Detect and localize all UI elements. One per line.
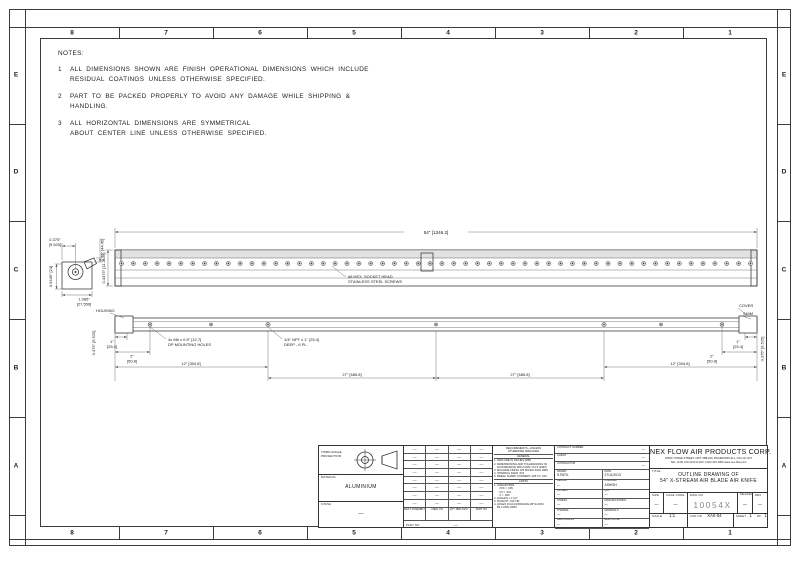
zone-column-label: 2 xyxy=(634,529,638,537)
approval-cell: Q.A. — xyxy=(604,489,610,497)
cad-no-cell: CAD NO XAK-54 xyxy=(688,514,734,527)
front-dim-1in-left-mm: [25.4] xyxy=(106,344,118,349)
sheet-of-value: 1 xyxy=(764,514,767,518)
requirement-line: GENERAL xyxy=(494,454,553,459)
screw-center-dot xyxy=(572,263,573,264)
part-no-row xyxy=(404,521,492,531)
zone-row-label: C xyxy=(781,266,787,274)
screw-center-dot xyxy=(334,263,335,264)
mounting-note-line1: 4x M6 x 0.5" [12.7] xyxy=(168,337,202,342)
front-dim-2in-left-mm: [50.8] xyxy=(126,358,138,364)
screw-center-dot xyxy=(180,263,181,264)
note-item-2 xyxy=(58,92,388,112)
screw-center-dot xyxy=(465,263,466,264)
approval-pair-row xyxy=(555,480,649,490)
screw-note-line2: STAINLESS STEEL SCREWS xyxy=(348,279,403,284)
requirement-line: LIMITS xyxy=(494,479,553,484)
mounting-note-line2: DP MOUNTING HOLES xyxy=(168,342,212,347)
parts-table-cell: — xyxy=(479,476,484,482)
zone-column-label: 8 xyxy=(70,29,74,36)
screw-center-dot xyxy=(596,263,597,264)
requirement-line: .X = .030 xyxy=(494,493,510,497)
parts-table-cell: — xyxy=(404,461,426,468)
approval-row: CONTRACTOR — xyxy=(555,462,649,470)
screw-center-dot xyxy=(477,263,478,264)
rev-cell: REV — xyxy=(753,493,767,513)
screw-center-dot xyxy=(548,263,549,264)
screw-center-dot xyxy=(239,263,240,264)
requirement-line: OTHERWISE SPECIFIED xyxy=(507,450,540,454)
company-header xyxy=(650,446,772,469)
third-angle-projection-icon xyxy=(351,447,401,473)
screw-center-dot xyxy=(346,263,347,264)
approval-pair-row xyxy=(555,509,649,519)
approval-cell: THERMAL — xyxy=(555,509,603,518)
front-dim-2in-right-mm: [50.8] xyxy=(706,358,718,364)
parts-table-row xyxy=(404,477,492,485)
parts-table-row xyxy=(404,469,492,477)
parts-table-cell: — xyxy=(404,477,426,484)
parts-table-cell: — xyxy=(404,446,426,453)
screw-center-dot xyxy=(382,263,383,264)
parts-table-row xyxy=(404,461,492,469)
company-tel: TEL: (416) 410-1313 & FAX: (416) 410-1806 www.nex-flow.com xyxy=(670,460,747,464)
part-no-label: PART NO xyxy=(406,523,420,528)
parts-table-header xyxy=(404,508,492,521)
parts-table-row xyxy=(404,446,492,454)
parts-table-cell: — xyxy=(404,484,426,491)
parts-table-cell: — xyxy=(426,446,448,453)
front-dim-height-right: 0.375" [9.525] xyxy=(759,336,765,362)
parts-table-cell: — xyxy=(426,461,448,468)
approval-cell: ELECTRICAL — xyxy=(604,518,620,526)
housing-label: HOUSING xyxy=(96,308,115,313)
screw-center-dot xyxy=(512,263,513,264)
npt-note-line2: DEEP - 6 PL. xyxy=(284,342,308,347)
section-dim-top-mm: [9.525] xyxy=(48,242,62,247)
screw-center-dot xyxy=(429,263,430,264)
parts-table-cell: — xyxy=(479,484,484,490)
zone-row-label: C xyxy=(13,266,19,274)
front-dim-2in-left-in: 2" xyxy=(130,353,134,359)
note-number: 1 xyxy=(58,66,62,73)
screw-center-dot xyxy=(156,263,157,264)
zone-column-label: 4 xyxy=(446,529,450,537)
screw-center-dot xyxy=(406,263,407,264)
company-address: 10520 YONGE STREET, UNIT 35B-220, RICHMOND HILL, ON L4C 3C7 xyxy=(664,456,753,460)
dwg-no-value: 10054X xyxy=(693,500,732,511)
note-item-1 xyxy=(58,65,388,85)
approval-pair-row xyxy=(555,499,649,509)
parts-header-part-no: PART NO xyxy=(475,507,487,511)
cover-label: COVER xyxy=(739,303,754,308)
note-item-3 xyxy=(58,119,388,139)
requirement-line: 2. DIMENSIONING AND TOLERANCING IN xyxy=(494,462,547,466)
material-value: ALUMINIUM xyxy=(345,484,377,491)
notes-heading: NOTES: xyxy=(58,50,84,57)
zone-column-label: 5 xyxy=(352,29,356,36)
cage-code-value: — xyxy=(673,502,678,508)
parts-table-row xyxy=(404,492,492,500)
screw-center-dot xyxy=(584,263,585,264)
parts-table-cell: — xyxy=(479,492,484,498)
note-text: ALL HORIZONTAL DIMENSIONS ARE SYMMETRICAL ABOUT CENTER LINE UNLESS OTHERWISE SPECIFIED. xyxy=(70,119,267,137)
parts-table-cell: — xyxy=(449,454,471,461)
zone-column-label: 8 xyxy=(70,529,74,537)
sheet-cell: SHEET 1 OF 1 xyxy=(736,514,767,518)
title-block-col-general xyxy=(319,446,404,527)
cross-section-view xyxy=(48,237,105,307)
screw-center-dot xyxy=(441,263,442,264)
requirement-line: 1. LINEAR DIMS. xyxy=(494,484,515,488)
front-dim-1in-right-mm: [25.4] xyxy=(732,344,744,349)
parts-table-cell: — xyxy=(449,484,471,491)
projection-box xyxy=(319,446,403,475)
requirement-line: .XXX = .005 xyxy=(494,487,513,491)
screw-center-dot xyxy=(299,263,300,264)
parts-table-cell: — xyxy=(479,469,484,475)
front-dim-27in-right: 27" [685.8] xyxy=(510,372,530,377)
screw-center-dot xyxy=(323,263,324,264)
parts-table-cell: — xyxy=(426,469,448,476)
parts-table-cell: — xyxy=(449,492,471,499)
zone-row-label: B xyxy=(781,364,787,372)
release-cell: RELEASE — xyxy=(738,493,753,513)
parts-table-cell: — xyxy=(449,461,471,468)
screw-center-dot xyxy=(192,263,193,264)
requirement-line: 2. ANGLES = ± 1/2° xyxy=(494,496,518,500)
section-dim-right: 1.75" [44.45] xyxy=(99,238,105,262)
screw-center-dot xyxy=(655,263,656,264)
parts-table-cell: — xyxy=(426,484,448,491)
note-number: 3 xyxy=(58,119,62,127)
approvals-box xyxy=(555,446,650,527)
screw-center-dot xyxy=(524,263,525,264)
requirement-line: 5. BREAK SHARP CORNERS .005 TO .010 xyxy=(494,475,547,478)
approval-cell: STRESS — xyxy=(555,499,603,508)
zone-row-label: B xyxy=(13,364,19,372)
zone-row-label: A xyxy=(13,462,19,470)
screw-center-dot xyxy=(275,263,276,264)
parts-table-cell: — xyxy=(404,469,426,476)
section-dim-left: 0.9449" [24] xyxy=(48,265,53,288)
finish-value: — xyxy=(358,511,364,518)
screw-center-dot xyxy=(145,263,146,264)
cad-no-value: XAK-54 xyxy=(707,514,722,518)
requirement-line: 4. HOLES IN ACCORDANCE WITH ANSI xyxy=(494,503,544,506)
requirement-line: ACCORDANCE WITH ANSI Y14.5 (1994) xyxy=(494,465,547,469)
parts-header-used-on: USED ON xyxy=(426,508,448,520)
sheet-value: 1 xyxy=(749,514,752,518)
zone-column-label: 1 xyxy=(728,29,732,36)
requirement-line: 3. MACHINE FINISH 125 MICRO INCH RMS xyxy=(494,468,548,472)
zone-row-label: E xyxy=(13,71,19,79)
scale-row xyxy=(650,514,767,527)
screw-center-dot xyxy=(204,263,205,264)
screw-center-dot xyxy=(358,263,359,264)
zone-column-label: 4 xyxy=(446,29,450,36)
zone-column-label: 3 xyxy=(540,29,544,36)
top-view-overall-dim: 54" [1346.2] xyxy=(423,230,449,235)
parts-table-cell: — xyxy=(404,454,426,461)
screw-center-dot xyxy=(714,263,715,264)
zone-row-label: D xyxy=(13,168,19,176)
size-cell: SIZE — xyxy=(650,493,664,513)
scale-cell: SCALE 1:1 xyxy=(650,514,688,527)
parts-header-qty: QTY PER ASSY xyxy=(449,508,471,520)
cage-code-cell: CAGE CODE — xyxy=(664,493,688,513)
zone-row-label: E xyxy=(781,71,787,79)
screw-note-line1: #8 HEX. SOCKET HEAD xyxy=(348,274,393,279)
parts-table-cell: — xyxy=(426,477,448,484)
screw-center-dot xyxy=(251,263,252,264)
projection-label: THIRD ANGLE PROJECTION xyxy=(321,450,342,459)
parts-table-cell: — xyxy=(449,469,471,476)
screw-center-dot xyxy=(619,263,620,264)
drawing-title-line1: OUTLINE DRAWING OF xyxy=(678,472,739,479)
parts-table-cell: — xyxy=(426,492,448,499)
screw-center-dot xyxy=(394,263,395,264)
approval-cell: MECHANISMS — xyxy=(555,519,603,528)
parts-header-next-assembly: NEXT ASSEMBLY xyxy=(404,508,426,520)
front-dim-12in-left: 12" [304.8] xyxy=(181,361,201,366)
approval-cell: PROJECT — xyxy=(555,490,603,499)
parts-table-row xyxy=(404,500,492,508)
screw-center-dot xyxy=(726,263,727,264)
front-dim-12in-right: 12" [304.8] xyxy=(670,361,690,366)
front-dim-1in-left-in: 1" xyxy=(110,339,114,344)
screw-center-dot xyxy=(121,263,122,264)
front-view xyxy=(91,303,765,381)
note-number: 2 xyxy=(58,92,62,100)
screw-center-dot xyxy=(453,263,454,264)
company-box xyxy=(650,446,772,527)
dwg-number-row xyxy=(650,493,767,514)
parts-table-cell: — xyxy=(426,500,448,507)
requirement-line: B4.2 AND 10087 xyxy=(494,506,518,510)
approval-pair-row xyxy=(555,470,649,480)
scale-value: 1:1 xyxy=(669,514,676,518)
section-dim-bottom-in: 1.085" xyxy=(78,296,90,302)
top-view xyxy=(101,227,757,286)
approval-row: CLIENT — xyxy=(555,454,649,462)
company-name: NEX FLOW AIR PRODUCTS CORP. xyxy=(650,447,772,456)
size-value: — xyxy=(654,502,659,508)
front-dim-27in-left: 27" [685.8] xyxy=(342,372,362,377)
finish-box xyxy=(319,502,403,527)
screw-center-dot xyxy=(679,263,680,264)
zone-column-label: 3 xyxy=(540,529,544,537)
approval-cell: DRAWN S.PATIL xyxy=(555,470,603,479)
parts-table-cell: — xyxy=(404,500,426,507)
screw-center-dot xyxy=(750,263,751,264)
note-text: PART TO BE PACKED PROPERLY TO AVOID ANY DAMAGE WHILE SHIPPING & HANDLING. xyxy=(70,92,351,110)
screw-center-dot xyxy=(287,263,288,264)
note-text: ALL DIMENSIONS SHOWN ARE FINISH OPERATIONAL DIMENSIONS WHICH INCLUDE RESIDUAL COATINGS UNLESS OTHERWISE SPECIFIED. xyxy=(70,66,369,83)
parts-table-cell: — xyxy=(449,500,471,507)
screw-center-dot xyxy=(311,263,312,264)
front-dim-height-left: 0.375" [9.525] xyxy=(91,330,96,356)
screw-center-dot xyxy=(370,263,371,264)
screw-center-dot xyxy=(536,263,537,264)
parts-table-cell: — xyxy=(449,446,471,453)
parts-table-cell: — xyxy=(404,492,426,499)
front-dim-2in-right-in: 2" xyxy=(710,353,714,359)
drawing-title-box xyxy=(650,469,767,493)
zone-column-label: 7 xyxy=(164,529,168,537)
parts-table-row xyxy=(404,454,492,462)
dwg-no-cell: DWG NO 10054X xyxy=(688,493,738,513)
approval-cell: MANUFACTURING — xyxy=(604,499,627,507)
zone-column-label: 6 xyxy=(258,29,262,36)
zone-row-label: D xyxy=(781,168,787,176)
screw-center-dot xyxy=(263,263,264,264)
screw-center-dot xyxy=(168,263,169,264)
shim-label: SHIM xyxy=(743,311,753,316)
release-value: — xyxy=(742,501,748,507)
zone-column-label: 5 xyxy=(352,529,356,537)
requirement-line: .XX = .010 xyxy=(494,490,512,494)
screw-center-dot xyxy=(607,263,608,264)
section-dim-bottom-mm: [27.559] xyxy=(76,301,92,307)
parts-table-cell: — xyxy=(479,499,484,505)
parts-table-cell: — xyxy=(479,446,484,451)
screw-center-dot xyxy=(631,263,632,264)
notes-block xyxy=(58,50,388,139)
parts-table-row xyxy=(404,484,492,492)
screw-center-dot xyxy=(667,263,668,264)
requirement-line: 3. RUNOUT .010 TIR xyxy=(494,499,520,503)
screw-center-dot xyxy=(489,263,490,264)
screw-center-dot xyxy=(690,263,691,264)
screw-center-dot xyxy=(560,263,561,264)
requirement-line: 4. INTERNAL RADII .015 xyxy=(494,471,525,475)
top-view-height-dim: 0.4375" [11.1125] xyxy=(101,252,106,284)
screw-center-dot xyxy=(417,263,418,264)
approval-pair-row xyxy=(555,519,649,529)
approval-row: CONTRACT NUMBER — xyxy=(555,446,649,454)
title-label: TITLE xyxy=(652,469,661,473)
zone-row-label: A xyxy=(781,462,787,470)
zone-column-label: 2 xyxy=(634,29,638,36)
parts-table-cell: — xyxy=(479,453,484,459)
approval-cell: DATE 27/11/2013 xyxy=(604,470,621,477)
approval-cell: DESIGN — xyxy=(555,480,603,489)
screw-center-dot xyxy=(738,263,739,264)
front-dim-1in-right-in: 1" xyxy=(736,339,740,344)
screw-center-dot xyxy=(702,263,703,264)
parts-table xyxy=(404,446,493,527)
part-no-value: — xyxy=(453,522,458,528)
section-dim-top-in: 0.375" xyxy=(49,237,61,242)
screw-center-dot xyxy=(228,263,229,264)
parts-table-cell: — xyxy=(449,477,471,484)
material-box xyxy=(319,475,403,502)
requirement-line: REQUIREMENTS—UNLESS xyxy=(505,447,542,450)
parts-table-cell: — xyxy=(426,454,448,461)
material-label: MATERIAL xyxy=(321,475,337,479)
parts-table-cell: — xyxy=(479,461,484,467)
approval-pair-row xyxy=(555,490,649,500)
screw-center-dot xyxy=(216,263,217,264)
approval-cell: CHECKED ASHISH xyxy=(604,479,617,487)
zone-column-label: 6 xyxy=(258,529,262,537)
finish-label: FINISH xyxy=(321,502,332,506)
screw-center-dot xyxy=(133,263,134,264)
rev-value: — xyxy=(757,502,763,508)
parts-table-rows xyxy=(404,446,492,508)
requirements-box xyxy=(493,446,555,527)
requirement-line: 1. DWG ARE IN INCHES (MM) xyxy=(494,459,532,463)
screw-center-dot xyxy=(643,263,644,264)
drawing-title-line2: 54" X-STREAM AIR BLADE AIR KNIFE xyxy=(660,477,757,484)
zone-column-label: 7 xyxy=(164,29,168,36)
zone-column-label: 1 xyxy=(728,529,732,537)
title-block xyxy=(318,445,772,528)
approval-cell: MATERIALS — xyxy=(604,509,619,517)
screw-center-dot xyxy=(501,263,502,264)
npt-note-line1: 1/4" NPT x 1" [25.4] xyxy=(284,337,320,342)
